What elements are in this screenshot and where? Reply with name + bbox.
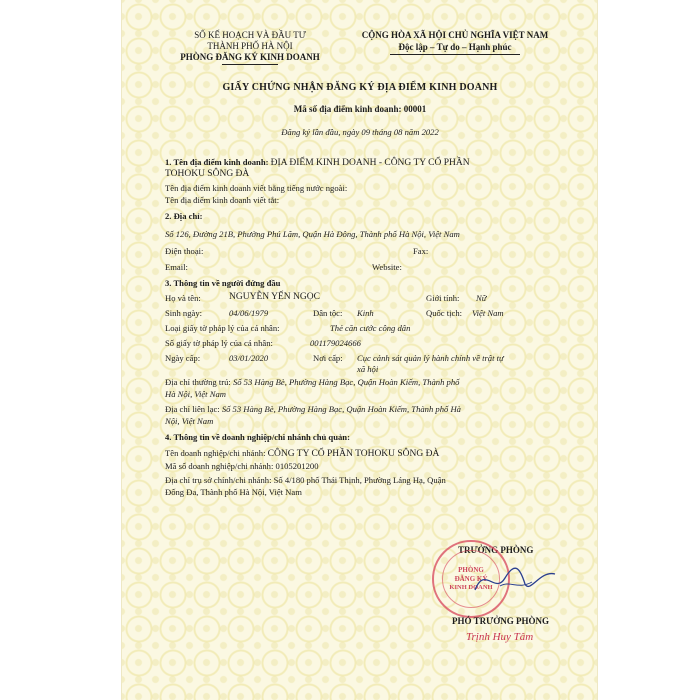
id-type-label: Loại giấy tờ pháp lý của cá nhân:: [165, 323, 280, 333]
company-label: Tên doanh nghiệp/chi nhánh:: [165, 448, 266, 458]
handwritten-signature: [470, 560, 560, 600]
contact-address-row: [165, 404, 461, 415]
issue-place-line1: Cục cảnh sát quản lý hành chính về trật tự: [357, 353, 504, 363]
fullname-value: NGUYỄN YẾN NGỌC: [229, 292, 320, 302]
ethnicity-label: Dân tộc:: [313, 308, 343, 318]
website-label: Website:: [372, 262, 402, 272]
agency-line-3: PHÒNG ĐĂNG KÝ KINH DOANH: [180, 52, 320, 62]
nationality-value: Việt Nam: [472, 308, 504, 318]
hq-address-label: Địa chỉ trụ sở chính/chi nhánh:: [165, 475, 272, 485]
agency-line-2: THÀNH PHỐ HÀ NỘI: [207, 41, 293, 51]
section2-heading: 2. Địa chỉ:: [165, 211, 203, 221]
company-code-row: [165, 461, 318, 472]
signer-name: Trịnh Huy Tâm: [466, 631, 534, 643]
issue-date-value: 03/01/2020: [229, 353, 269, 363]
nationality-label: Quốc tịch:: [426, 308, 463, 318]
gender-label: Giới tính:: [426, 293, 460, 303]
dob-value: 04/06/1979: [229, 308, 269, 318]
head-title: TRƯỞNG PHÒNG: [458, 545, 534, 555]
id-type-value: Thẻ căn cước công dân: [330, 323, 411, 333]
location-code: Mã số địa điểm kinh doanh: 00001: [293, 104, 427, 114]
section4-heading: 4. Thông tin về doanh nghiệp/chi nhánh chủ quản:: [165, 432, 350, 442]
permanent-address-line1: Số 53 Hàng Bè, Phường Hàng Bạc, Quận Hoàn Kiếm, Thành phố: [232, 377, 460, 387]
section1-heading: 1. Tên địa điểm kinh doanh:: [165, 157, 269, 167]
permanent-address-row: [165, 377, 459, 388]
dob-label: Sinh ngày:: [165, 308, 203, 318]
agency-underline: [222, 64, 278, 65]
contact-address-label: Địa chỉ liên lạc:: [165, 404, 220, 414]
ethnicity-value: Kinh: [357, 308, 374, 318]
issue-date-label: Ngày cấp:: [165, 353, 201, 363]
permanent-address-line2: Hà Nội, Việt Nam: [165, 389, 226, 399]
location-name-part1: ĐỊA ĐIỂM KINH DOANH - CÔNG TY CỔ PHẦN: [270, 158, 470, 168]
id-number-label: Số giấy tờ pháp lý của cá nhân:: [165, 338, 273, 348]
deputy-title: PHÓ TRƯỞNG PHÒNG: [452, 616, 550, 626]
contact-address-line1: Số 53 Hàng Bè, Phường Hàng Bạc, Quận Hoàn Kiếm, Thành phố Hà: [221, 404, 461, 414]
hq-address-line1: Số 4/180 phố Thái Thịnh, Phường Láng Hạ, Quận: [273, 475, 446, 485]
gender-value: Nữ: [476, 293, 487, 303]
location-name-part2: TOHOKU SÔNG ĐÀ: [165, 169, 250, 179]
seal-text-3: KINH DOANH: [449, 584, 493, 591]
motto-underline: [390, 54, 520, 55]
email-label: Email:: [165, 262, 188, 272]
seal-text-1: PHÒNG: [458, 566, 484, 574]
seal-text-2: ĐĂNG KÝ: [454, 575, 488, 583]
short-name-label: Tên địa điểm kinh doanh viết tắt:: [165, 195, 280, 205]
foreign-name-label: Tên địa điểm kinh doanh viết bằng tiếng nước ngoài:: [165, 183, 348, 193]
company-row: [165, 448, 439, 460]
id-number-value: 001179024666: [310, 338, 361, 348]
agency-line-1: SỐ KẾ HOẠCH VÀ ĐẦU TƯ: [194, 30, 306, 40]
fax-label: Fax:: [413, 246, 429, 256]
company-value: CÔNG TY CỔ PHẦN TOHOKU SÔNG ĐÀ: [267, 449, 440, 459]
hq-address-row: [165, 475, 446, 486]
section3-heading: 3. Thông tin về người đứng đầu: [165, 278, 281, 288]
document-title: GIẤY CHỨNG NHẬN ĐĂNG KÝ ĐỊA ĐIỂM KINH DOANH: [222, 82, 498, 93]
company-code-label: Mã số doanh nghiệp/chi nhánh:: [165, 461, 274, 471]
issue-place-line2: xã hội: [357, 364, 379, 374]
hq-address-line2: Đống Đa, Thành phố Hà Nội, Việt Nam: [165, 487, 302, 497]
company-code-value: 0105201200: [275, 461, 319, 471]
phone-label: Điện thoại:: [165, 246, 204, 256]
contact-address-line2: Nội, Việt Nam: [165, 416, 214, 426]
section1-row: [165, 157, 470, 169]
registration-date: Đăng ký lần đầu, ngày 09 tháng 08 năm 2022: [281, 127, 439, 137]
address-value: Số 126, Đường 21B, Phường Phú Lãm, Quận Hà Đông, Thành phố Hà Nội, Việt Nam: [165, 229, 460, 239]
national-title: CỘNG HÒA XÃ HỘI CHỦ NGHĨA VIỆT NAM: [361, 30, 549, 40]
issue-place-label: Nơi cấp:: [313, 353, 343, 363]
fullname-label: Họ và tên:: [165, 293, 201, 303]
permanent-address-label: Địa chỉ thường trú:: [165, 377, 231, 387]
national-motto: Độc lập – Tự do – Hạnh phúc: [398, 42, 512, 52]
